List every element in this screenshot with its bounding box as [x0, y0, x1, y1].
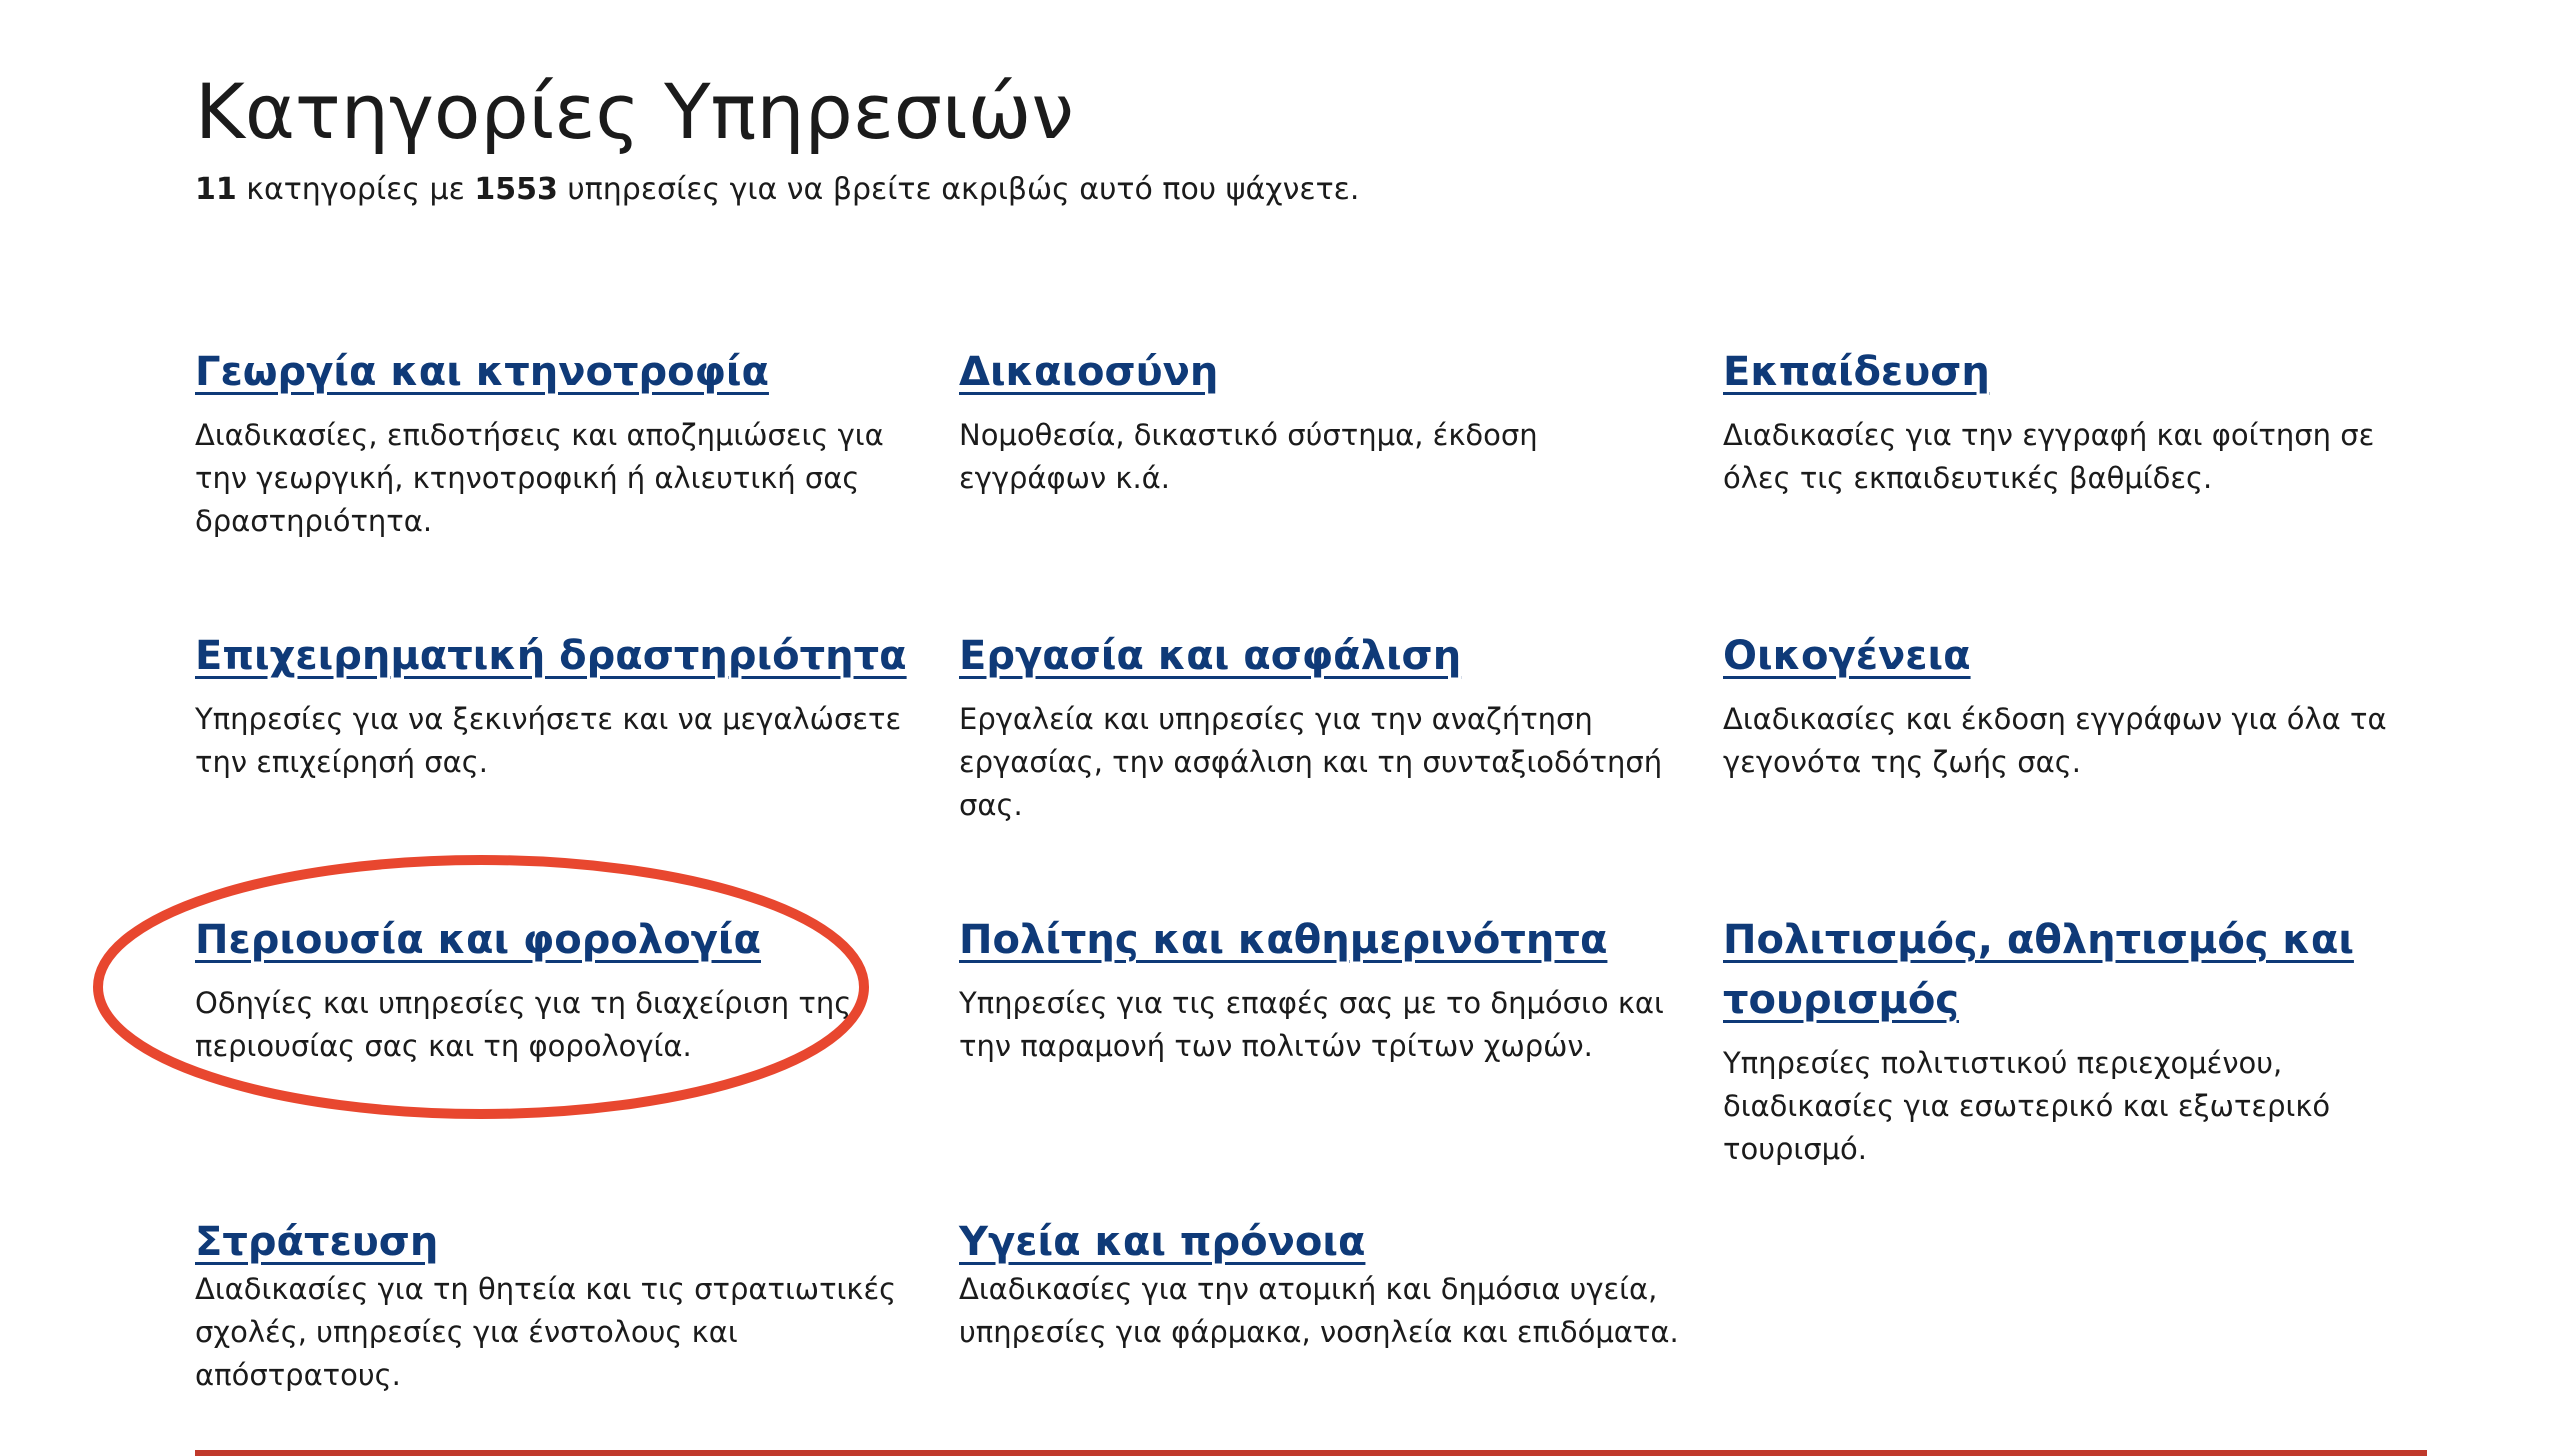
category-description: Υπηρεσίες πολιτιστικού περιεχομένου, διαδικασίες για εσωτερικό και εξωτερικό τουρισμό.	[1723, 1046, 2331, 1166]
category-card	[959, 1212, 1679, 1354]
summary-text-1: κατηγορίες με	[236, 172, 475, 207]
category-card	[195, 1212, 915, 1397]
category-link-family[interactable]: Οικογένεια	[1723, 633, 1971, 679]
category-link-business[interactable]: Επιχειρηματική δραστηριότητα	[195, 633, 907, 679]
category-description: Διαδικασίες για την εγγραφή και φοίτηση σε όλες τις εκπαιδευτικές βαθμίδες.	[1723, 418, 2375, 495]
category-link-justice[interactable]: Δικαιοσύνη	[959, 349, 1219, 395]
category-card	[195, 626, 915, 784]
page-summary	[195, 168, 1359, 212]
category-link-health-welfare[interactable]: Υγεία και πρόνοια	[959, 1219, 1366, 1265]
category-link-culture-sports-tourism[interactable]: Πολιτισμός, αθλητισμός και τουρισμός	[1723, 917, 2354, 1023]
category-link-property-taxation[interactable]: Περιουσία και φορολογία	[195, 917, 761, 963]
category-description: Οδηγίες και υπηρεσίες για τη διαχείριση της περιουσίας σας και τη φορολογία.	[195, 986, 852, 1063]
category-card	[959, 910, 1679, 1068]
bottom-divider	[195, 1450, 2427, 1456]
category-link-education[interactable]: Εκπαίδευση	[1723, 349, 1990, 395]
category-card	[1723, 910, 2443, 1171]
category-link-employment[interactable]: Εργασία και ασφάλιση	[959, 633, 1462, 679]
categories-count: 11	[195, 172, 237, 207]
category-card	[1723, 626, 2443, 784]
category-link-military[interactable]: Στράτευση	[195, 1219, 439, 1265]
categories-page	[195, 0, 2435, 1456]
category-description: Υπηρεσίες για να ξεκινήσετε και να μεγαλώσετε την επιχείρησή σας.	[195, 702, 902, 779]
category-card	[959, 342, 1679, 500]
category-card	[195, 342, 915, 543]
category-description: Διαδικασίες, επιδοτήσεις και αποζημιώσεις για την γεωργική, κτηνοτροφική ή αλιευτική σας δραστηριότητα.	[195, 418, 884, 538]
category-description: Διαδικασίες και έκδοση εγγράφων για όλα τα γεγονότα της ζωής σας.	[1723, 702, 2387, 779]
page-title: Κατηγορίες Υπηρεσιών	[195, 67, 1074, 156]
category-link-citizen[interactable]: Πολίτης και καθημερινότητα	[959, 917, 1608, 963]
category-card	[1723, 342, 2443, 500]
summary-text-2: υπηρεσίες για να βρείτε ακριβώς αυτό που ψάχνετε.	[557, 172, 1360, 207]
category-link-agriculture[interactable]: Γεωργία και κτηνοτροφία	[195, 349, 769, 395]
category-card	[959, 626, 1679, 827]
category-description: Υπηρεσίες για τις επαφές σας με το δημόσιο και την παραμονή των πολιτών τρίτων χωρών.	[959, 986, 1664, 1063]
category-description: Διαδικασίες για τη θητεία και τις στρατιωτικές σχολές, υπηρεσίες για ένστολους και απόστρατους.	[195, 1272, 897, 1392]
category-card	[195, 910, 915, 1068]
category-description: Νομοθεσία, δικαστικό σύστημα, έκδοση εγγράφων κ.ά.	[959, 418, 1538, 495]
category-description: Εργαλεία και υπηρεσίες για την αναζήτηση εργασίας, την ασφάλιση και τη συνταξιοδότησή σας.	[959, 702, 1663, 822]
category-description: Διαδικασίες για την ατομική και δημόσια υγεία, υπηρεσίες για φάρμακα, νοσηλεία και επιδόματα.	[959, 1272, 1679, 1349]
services-count: 1553	[474, 172, 558, 207]
